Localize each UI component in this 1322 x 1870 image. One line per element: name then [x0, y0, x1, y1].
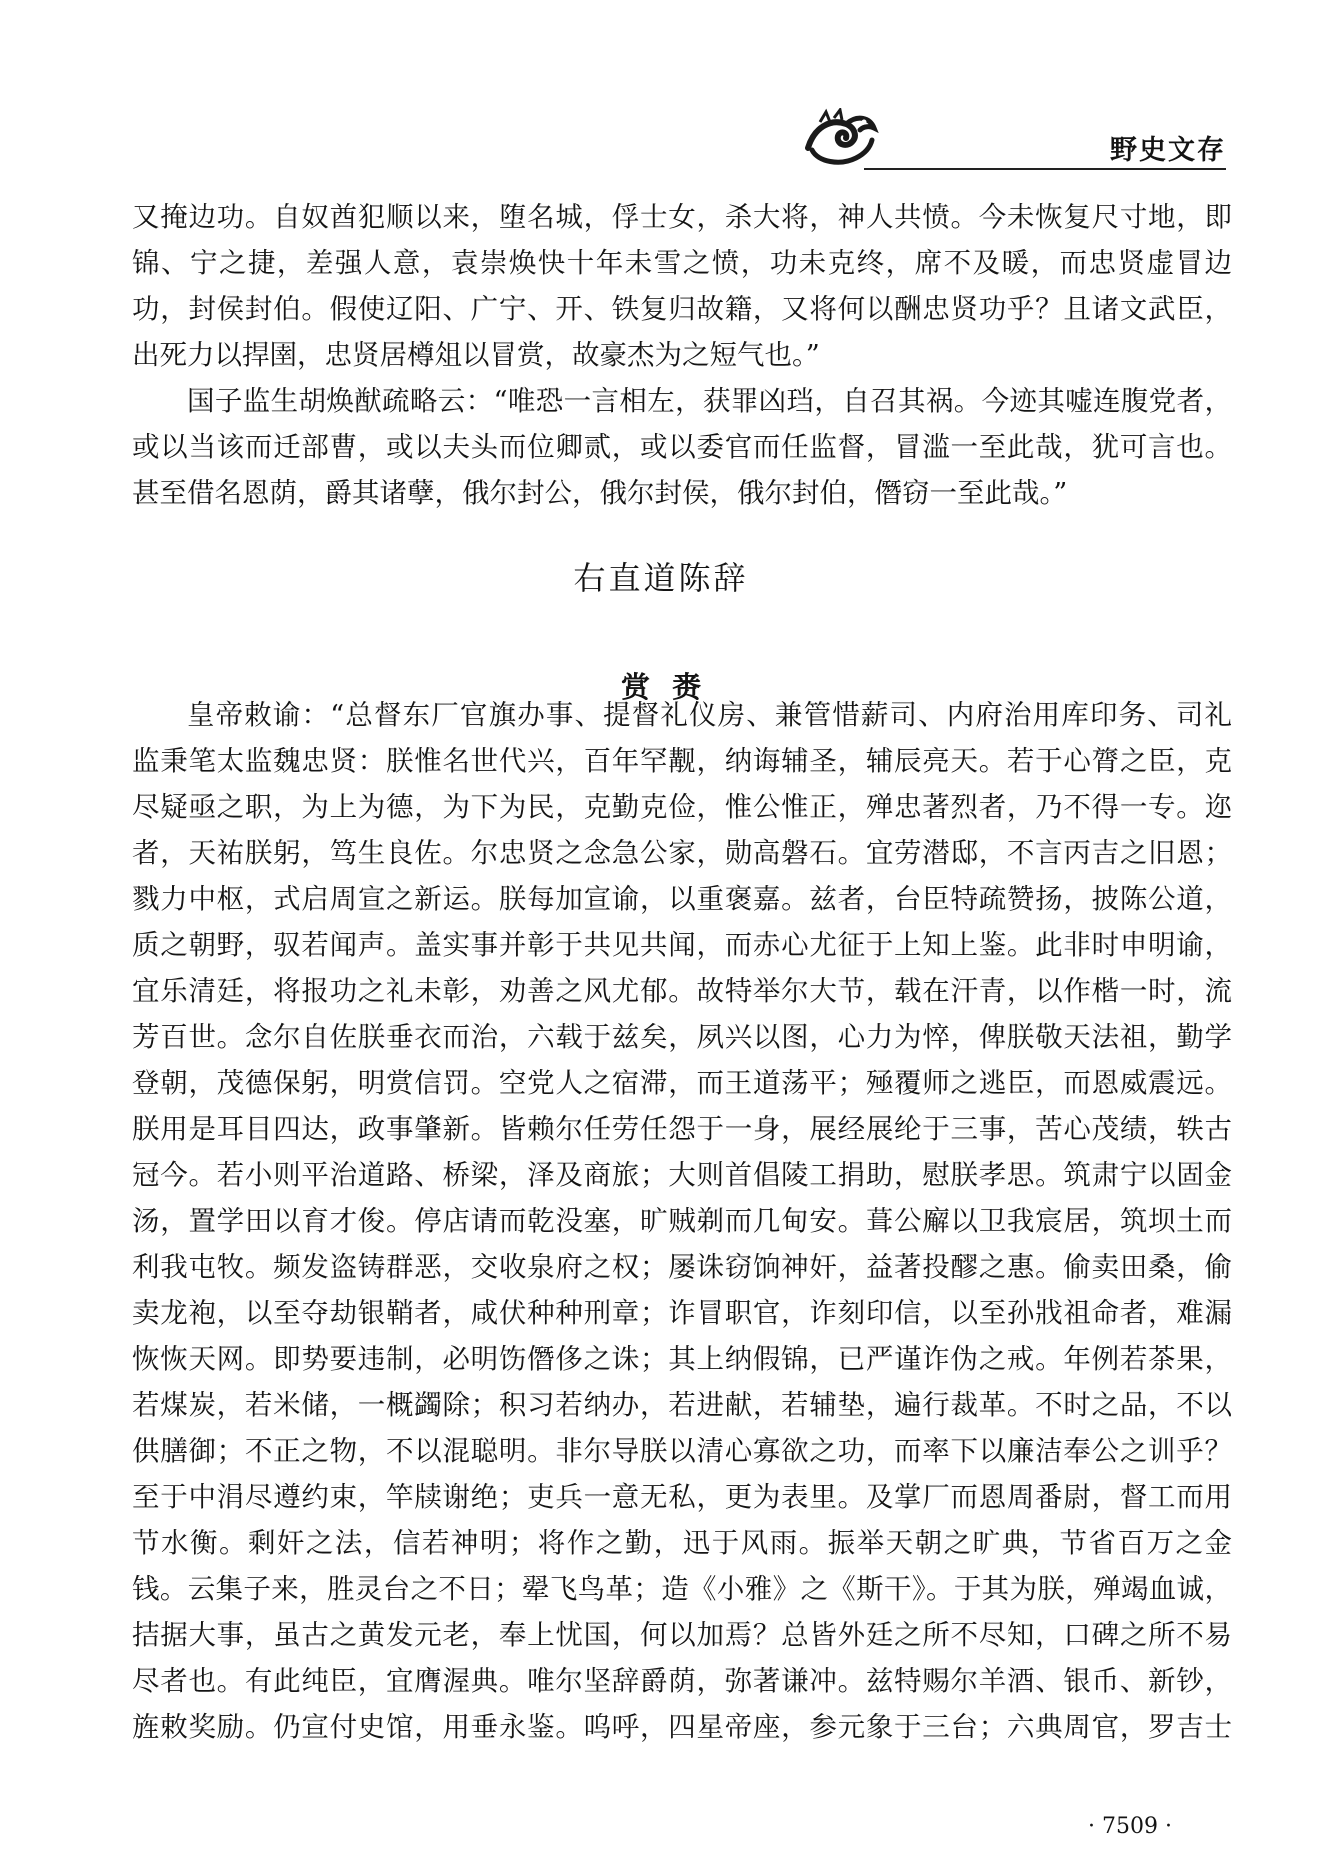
subsection-title: 赏赉 — [620, 670, 723, 704]
text-line: 国子监生胡焕猷疏略云：“唯恐一言相左，获罪凶珰，自召其祸。今迹其嘘连腹党者， — [187, 385, 1232, 417]
text-line: 若煤炭，若米储，一概蠲除；积习若纳办，若进献，若辅垫，遍行裁革。不时之品，不以 — [132, 1389, 1232, 1421]
text-line: 恢恢天网。即势要违制，必明饬僭侈之诛；其上纳假锦，已严谨诈伪之戒。年例若茶果， — [132, 1343, 1232, 1375]
text-line: 锦、宁之捷，差强人意，袁崇焕快十年未雪之愤，功未克终，席不及暖，而忠贤虚冒边 — [132, 247, 1232, 279]
text-line: 钱。云集子来，胜灵台之不日；翚飞鸟革；造《小雅》之《斯干》。于其为朕，殚竭血诚， — [132, 1573, 1232, 1605]
header-rule — [864, 168, 1226, 170]
text-line: 出死力以捍圉，忠贤居樽俎以冒赏，故豪杰为之短气也。” — [132, 339, 820, 371]
text-line: 利我屯牧。频发盗铸群恶，交收泉府之权；屡诛窃饷神奸，益著投醪之惠。偷卖田桑，偷 — [132, 1251, 1232, 1283]
text-line: 汤，置学田以育才俊。停店请而乾没塞，旷贼剃而几甸安。葺公廨以卫我宸居，筑坝土而 — [132, 1205, 1232, 1237]
dragon-emblem-icon — [800, 108, 880, 170]
section-title: 右直道陈辞 — [573, 559, 749, 597]
text-line: 又掩边功。自奴酋犯顺以来，堕名城，俘士女，杀大将，神人共愤。今未恢复尺寸地，即 — [132, 201, 1232, 233]
text-line: 监秉笔太监魏忠贤：朕惟名世代兴，百年罕觏，纳诲辅圣，辅辰亮天。若于心膂之臣，克 — [132, 745, 1232, 777]
text-line: 节水衡。剩奸之法，信若神明；将作之勤，迅于风雨。振举天朝之旷典，节省百万之金 — [132, 1527, 1232, 1559]
text-line: 皇帝敕谕：“总督东厂官旗办事、提督礼仪房、兼管惜薪司、内府治用库印务、司礼 — [187, 699, 1232, 731]
text-line: 卖龙袍，以至夺劫银鞘者，咸伏种种刑章；诈冒职官，诈刻印信，以至孙戕祖命者，难漏 — [132, 1297, 1232, 1329]
text-line: 供膳御；不正之物，不以混聪明。非尔导朕以清心寡欲之功，而率下以廉洁奉公之训乎？ — [132, 1435, 1232, 1467]
text-line: 者，天祐朕躬，笃生良佐。尔忠贤之念急公家，勋高磐石。宜劳潜邸，不言丙吉之旧恩； — [132, 837, 1232, 869]
text-block-decree — [132, 692, 1232, 1750]
text-line: 登朝，茂德保躬，明赏信罚。空党人之宿滞，而王道荡平；殛覆师之逃臣，而恩威震远。 — [132, 1067, 1232, 1099]
text-line: 尽者也。有此纯臣，宜膺渥典。唯尔坚辞爵荫，弥著谦冲。兹特赐尔羊酒、银币、新钞， — [132, 1665, 1232, 1697]
text-line: 拮据大事，虽古之黄发元老，奉上忧国，何以加焉？总皆外廷之所不尽知，口碑之所不易 — [132, 1619, 1232, 1651]
header-title: 野史文存 — [1110, 135, 1226, 166]
text-line: 戮力中枢，式启周宣之新运。朕每加宣谕，以重褒嘉。兹者，台臣特疏赞扬，披陈公道， — [132, 883, 1232, 915]
text-line: 至于中涓尽遵约束，竿牍谢绝；吏兵一意无私，更为表里。及掌厂而恩周番尉，督工而用 — [132, 1481, 1232, 1513]
text-line: 甚至借名恩荫，爵其诸孽，俄尔封公，俄尔封侯，俄尔封伯，僭窃一至此哉。” — [132, 477, 1068, 509]
text-line: 或以当该而迁部曹，或以夫头而位卿贰，或以委官而任监督，冒滥一至此哉，犹可言也。 — [132, 431, 1232, 463]
page-number: · 7509 · — [1088, 1814, 1172, 1839]
text-block-upper — [132, 194, 1232, 516]
text-line: 尽疑亟之职，为上为德，为下为民，克勤克俭，惟公惟正，殚忠著烈者，乃不得一专。迩 — [132, 791, 1232, 823]
text-line: 冠今。若小则平治道路、桥梁，泽及商旅；大则首倡陵工捐助，慰朕孝思。筑肃宁以固金 — [132, 1159, 1232, 1191]
text-line: 质之朝野，驭若闻声。盖实事并彰于共见共闻，而赤心尤征于上知上鉴。此非时申明谕， — [132, 929, 1232, 961]
text-line: 旌敕奖励。仍宣付史馆，用垂永鉴。呜呼，四星帝座，参元象于三台；六典周官，罗吉士 — [132, 1711, 1232, 1743]
text-line: 宜乐清廷，将报功之礼未彰，劝善之风尤郁。故特举尔大节，载在汗青，以作楷一时，流 — [132, 975, 1232, 1007]
text-line: 芳百世。念尔自佐朕垂衣而治，六载于兹矣，夙兴以图，心力为悴，俾朕敬天法祖，勤学 — [132, 1021, 1232, 1053]
text-line: 功，封侯封伯。假使辽阳、广宁、开、铁复归故籍，又将何以酬忠贤功乎？且诸文武臣， — [132, 293, 1232, 325]
text-line: 朕用是耳目四达，政事肇新。皆赖尔任劳任怨于一身，展经展纶于三事，苦心茂绩，轶古 — [132, 1113, 1232, 1145]
